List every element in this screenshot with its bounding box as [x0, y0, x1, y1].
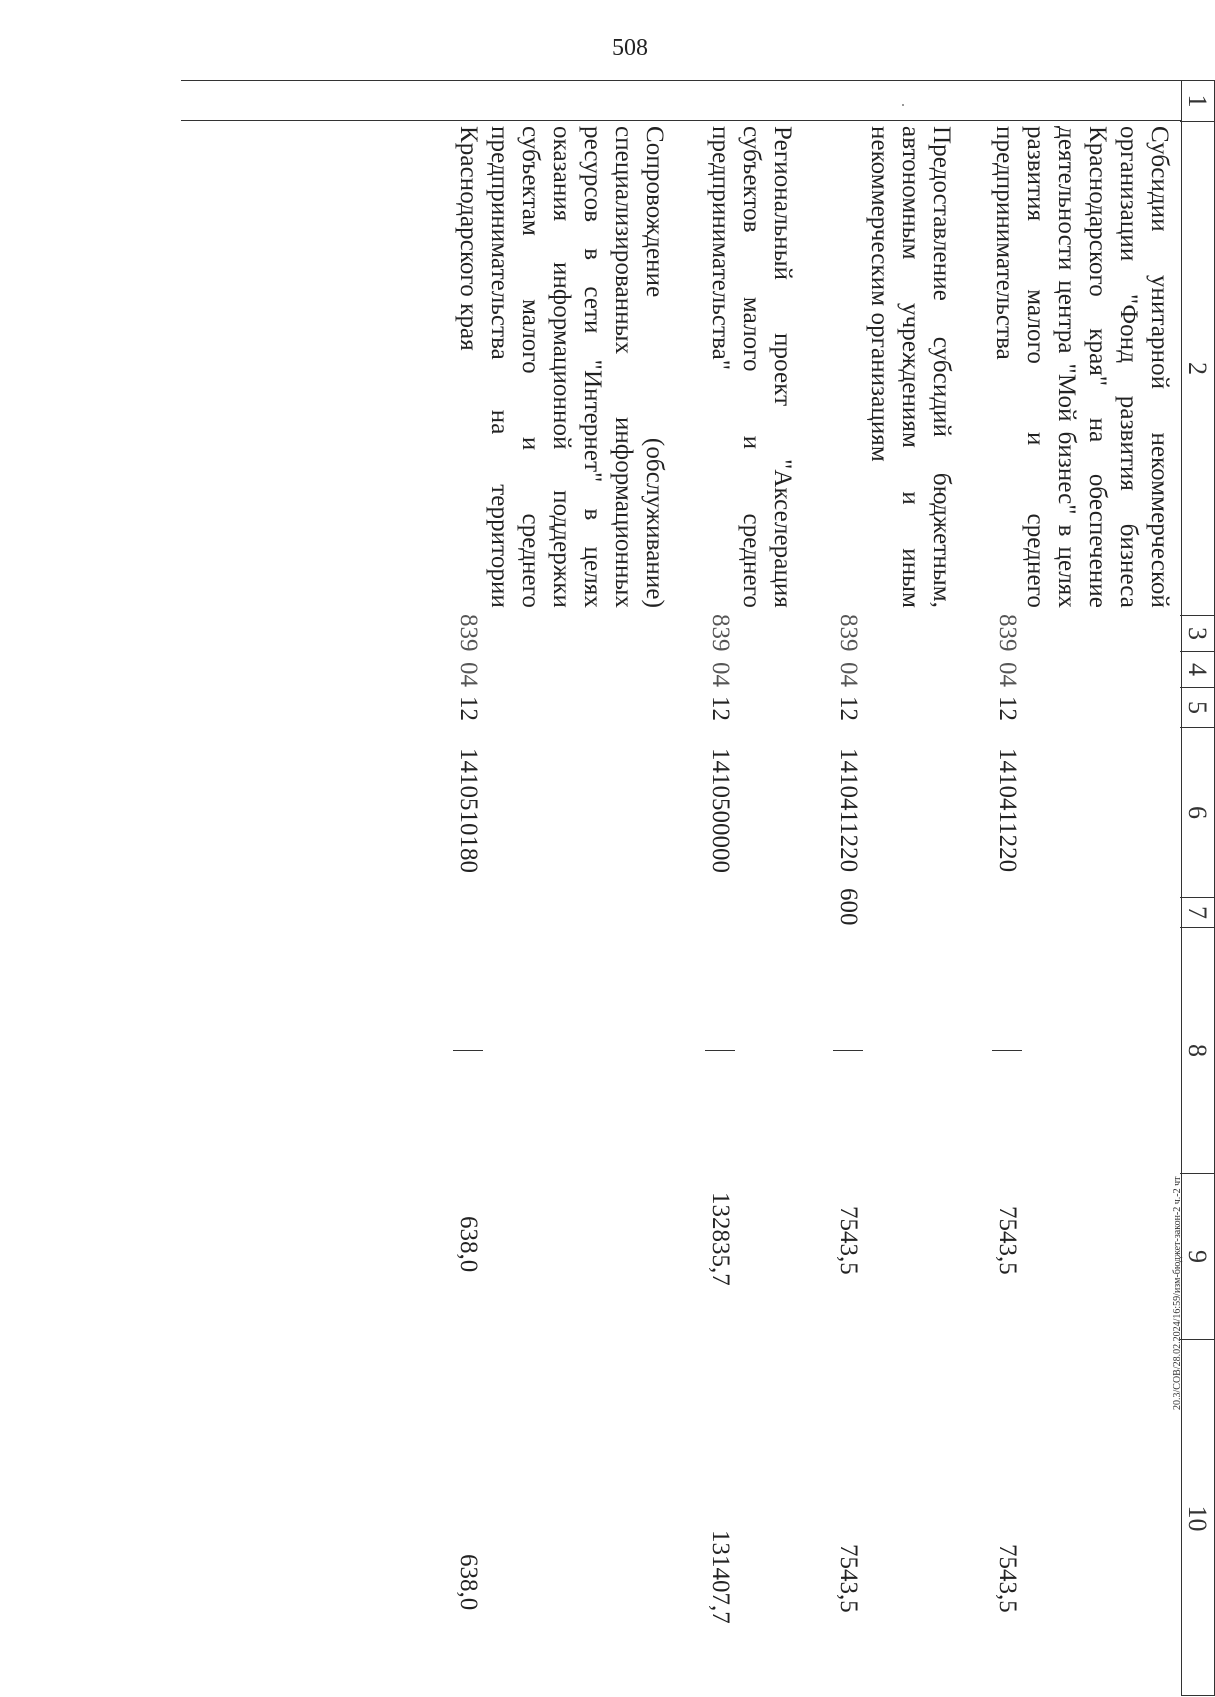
row-col8-dash	[992, 1050, 1022, 1051]
table-header	[1181, 80, 1215, 1696]
row-target-code: 1410411220	[835, 748, 862, 873]
row-section-code: 04	[835, 662, 862, 687]
row-col9-value: 638,0	[455, 1216, 482, 1273]
row-col8-dash	[705, 1050, 735, 1051]
row-expense-type: 600	[835, 888, 862, 926]
page-number: 508	[612, 35, 648, 61]
row-subsection-code: 12	[707, 696, 734, 721]
document-footer: 20.3/СОВ/28.02.2024/16:59/изм-бюджет-закон-2 ч.-2 чт	[1172, 1176, 1183, 1410]
column-header: 6	[1180, 727, 1214, 897]
row-ministry-code: 839	[994, 614, 1021, 652]
column-border	[181, 80, 1181, 81]
row-description: Субсидии унитарной некоммерческой организации "Фонд развития бизнеса Краснодарского края" на обеспечение деятельности центра "Мой бизнес" в целях развития малого и среднего предпринимательства	[991, 126, 1173, 608]
column-border	[181, 120, 1181, 121]
column-header: 9	[1180, 1173, 1214, 1339]
column-header: 2	[1180, 121, 1214, 615]
row-col9-value: 7543,5	[835, 1206, 862, 1275]
row-target-code: 1410500000	[707, 748, 734, 873]
column-header: 5	[1180, 687, 1214, 727]
row-col8-dash	[453, 1050, 483, 1051]
column-header: 3	[1180, 615, 1214, 651]
row-section-code: 04	[994, 662, 1021, 687]
row-subsection-code: 12	[835, 696, 862, 721]
budget-table	[185, 80, 1215, 1696]
column-header: 10	[1180, 1339, 1214, 1697]
row-description: Предоставление субсидий бюджетным, автономным учреждениям и иным некоммерческим организациям	[866, 126, 955, 608]
row-col10-value: 7543,5	[994, 1544, 1021, 1613]
row-col10-value: 7543,5	[835, 1544, 862, 1613]
row-section-code: 04	[455, 662, 482, 687]
column-header: 4	[1180, 651, 1214, 687]
scan-speck	[902, 104, 904, 106]
row-section-code: 04	[707, 662, 734, 687]
row-ministry-code: 839	[835, 614, 862, 652]
row-col8-dash	[833, 1050, 863, 1051]
column-header: 7	[1180, 897, 1214, 927]
row-target-code: 1410411220	[994, 748, 1021, 873]
row-col10-value: 131407,7	[707, 1530, 734, 1624]
row-subsection-code: 12	[994, 696, 1021, 721]
row-target-code: 1410510180	[455, 748, 482, 873]
row-description: Региональный проект "Акселерация субъектов малого и среднего предпринимательства"	[707, 126, 796, 608]
row-col10-value: 638,0	[455, 1554, 482, 1611]
column-header: 8	[1180, 927, 1214, 1173]
row-col9-value: 132835,7	[707, 1192, 734, 1286]
row-col9-value: 7543,5	[994, 1206, 1021, 1275]
row-description: Сопровождение (обслуживание) специализированных информационных ресурсов в сети "Интернет" в целях оказания информационной поддержки субъектам малого и среднего предпринимательства на территории Краснодарского края	[455, 126, 668, 608]
row-ministry-code: 839	[707, 614, 734, 652]
row-subsection-code: 12	[455, 696, 482, 721]
column-header: 1	[1183, 94, 1212, 108]
row-ministry-code: 839	[455, 614, 482, 652]
